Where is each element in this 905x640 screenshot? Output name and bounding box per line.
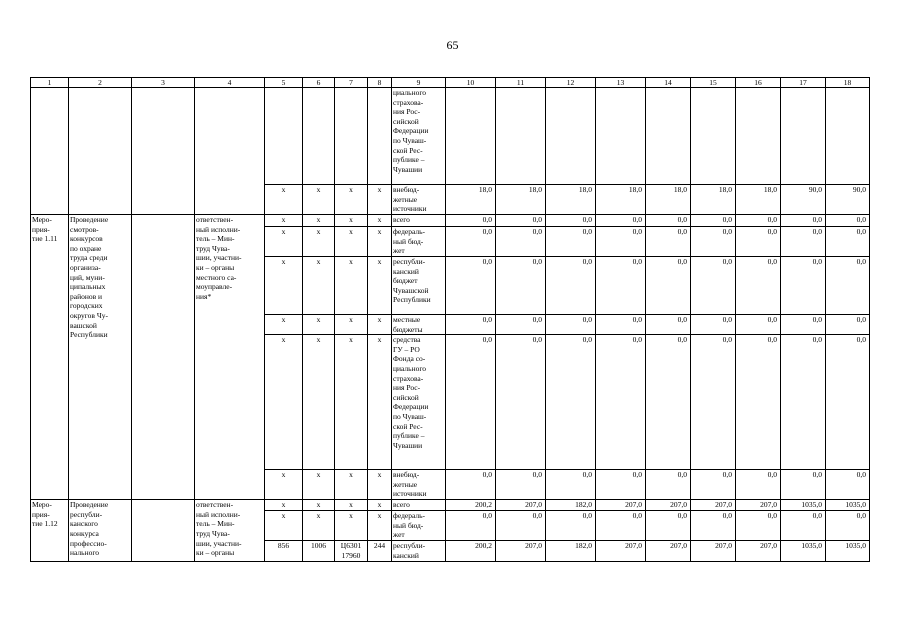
value-cell [691,88,736,185]
value-cell: 0,0 [446,315,496,335]
value-cell [546,88,596,185]
code-cell: x [368,227,392,257]
code-cell: x [265,335,303,470]
value-cell: 0,0 [781,315,826,335]
value-cell: 0,0 [736,315,781,335]
value-cell: 18,0 [496,185,546,215]
value-cell: 18,0 [546,185,596,215]
value-cell: 18,0 [736,185,781,215]
value-cell: 0,0 [826,335,870,470]
column-header: 12 [546,78,596,88]
column-header: 6 [303,78,335,88]
column-header: 8 [368,78,392,88]
value-cell: 0,0 [496,227,546,257]
value-cell: 0,0 [781,470,826,500]
value-cell: 0,0 [781,227,826,257]
value-cell: 207,0 [496,541,546,562]
code-cell: x [335,315,368,335]
responsible-cell [132,500,195,562]
code-cell: x [265,185,303,215]
value-cell: 0,0 [596,470,646,500]
value-cell: 200,2 [446,500,496,511]
value-cell: 0,0 [691,511,736,541]
value-cell: 207,0 [596,541,646,562]
code-cell: x [335,257,368,315]
measure-cell [31,88,69,215]
code-cell: 1006 [303,541,335,562]
code-cell: x [303,215,335,227]
value-cell: 18,0 [596,185,646,215]
code-cell: x [303,185,335,215]
code-cell: x [303,227,335,257]
column-header: 4 [195,78,265,88]
value-cell: 0,0 [691,215,736,227]
value-cell: 0,0 [736,227,781,257]
value-cell: 200,2 [446,541,496,562]
code-cell [368,88,392,185]
funding-source-cell: республи- канский [392,541,446,562]
code-cell: Ц6301 17960 [335,541,368,562]
code-cell: x [265,315,303,335]
value-cell [446,88,496,185]
value-cell: 0,0 [781,257,826,315]
code-cell: x [335,470,368,500]
responsible-cell [132,215,195,500]
column-header: 17 [781,78,826,88]
value-cell: 1035,0 [826,500,870,511]
value-cell: 182,0 [546,541,596,562]
column-header: 5 [265,78,303,88]
value-cell: 207,0 [736,541,781,562]
value-cell: 0,0 [446,227,496,257]
value-cell [496,88,546,185]
executor-cell [195,88,265,215]
value-cell [646,88,691,185]
code-cell [265,88,303,185]
value-cell: 1035,0 [781,541,826,562]
value-cell: 0,0 [691,227,736,257]
value-cell: 182,0 [546,500,596,511]
funding-source-cell: федераль- ный бюд- жет [392,511,446,541]
code-cell: x [303,335,335,470]
code-cell: x [335,215,368,227]
code-cell: x [368,315,392,335]
code-cell: x [368,470,392,500]
table-row [31,500,870,511]
value-cell: 0,0 [691,335,736,470]
value-cell: 0,0 [646,315,691,335]
value-cell [596,88,646,185]
value-cell: 0,0 [646,470,691,500]
column-header: 16 [736,78,781,88]
table-row [31,88,870,185]
measure-name-cell [69,88,132,215]
value-cell: 207,0 [736,500,781,511]
code-cell: 856 [265,541,303,562]
value-cell: 0,0 [736,215,781,227]
measure-name-cell: Проведение смотров- конкурсов по охране труда среди организа- ций, муни- ципальных районов и городских округов Чу- вашской Республики [69,215,132,500]
value-cell: 0,0 [596,335,646,470]
value-cell: 0,0 [646,335,691,470]
code-cell: x [335,227,368,257]
column-header: 3 [132,78,195,88]
value-cell: 0,0 [691,315,736,335]
value-cell: 0,0 [691,470,736,500]
code-cell: x [335,511,368,541]
funding-source-cell: республи- канский бюджет Чувашской Республики [392,257,446,315]
value-cell: 0,0 [496,315,546,335]
value-cell: 0,0 [646,511,691,541]
value-cell: 18,0 [446,185,496,215]
column-header: 11 [496,78,546,88]
measure-cell: Меро- прия- тие 1.12 [31,500,69,562]
code-cell [335,88,368,185]
value-cell [826,88,870,185]
code-cell: x [265,257,303,315]
value-cell: 0,0 [781,511,826,541]
column-header: 9 [392,78,446,88]
value-cell: 0,0 [646,257,691,315]
value-cell: 0,0 [546,335,596,470]
value-cell: 0,0 [826,257,870,315]
code-cell: x [368,185,392,215]
value-cell: 207,0 [646,541,691,562]
executor-cell: ответствен- ный исполни- тель – Мин- труд Чува- шии, участни- ки – органы местного са- моуправле- ния* [195,215,265,500]
code-cell: x [368,511,392,541]
code-cell: x [368,257,392,315]
value-cell: 0,0 [736,257,781,315]
value-cell [781,88,826,185]
value-cell: 0,0 [496,257,546,315]
code-cell: x [265,215,303,227]
value-cell: 0,0 [546,315,596,335]
value-cell: 207,0 [496,500,546,511]
code-cell: x [303,470,335,500]
value-cell: 0,0 [736,470,781,500]
value-cell: 0,0 [596,215,646,227]
value-cell: 207,0 [691,500,736,511]
funding-source-cell: федераль- ный бюд- жет [392,227,446,257]
value-cell: 0,0 [736,511,781,541]
code-cell: x [335,335,368,470]
value-cell: 0,0 [596,257,646,315]
value-cell: 1035,0 [826,541,870,562]
funding-source-cell: внебюд- жетные источники [392,470,446,500]
funding-source-cell: средства ГУ – РО Фонда со- циального страхова- ния Рос- сийской Федерации по Чуваш- ской Рес- публике – Чувашии [392,335,446,470]
value-cell: 0,0 [596,227,646,257]
value-cell: 0,0 [826,215,870,227]
value-cell: 0,0 [446,215,496,227]
funding-source-cell: циального страхова- ния Рос- сийской Федерации по Чуваш- ской Рес- публике – Чувашии [392,88,446,185]
code-cell: x [265,470,303,500]
value-cell: 18,0 [691,185,736,215]
value-cell: 0,0 [446,511,496,541]
value-cell: 0,0 [446,335,496,470]
table-row [31,215,870,227]
budget-table [30,77,870,562]
value-cell: 1035,0 [781,500,826,511]
value-cell: 0,0 [596,315,646,335]
value-cell: 0,0 [826,227,870,257]
code-cell: x [303,315,335,335]
code-cell: x [303,511,335,541]
code-cell: x [265,227,303,257]
header-row [31,78,870,88]
value-cell: 0,0 [826,470,870,500]
value-cell: 0,0 [596,511,646,541]
value-cell: 0,0 [546,227,596,257]
executor-cell: ответствен- ный исполни- тель – Мин- труд Чува- шии, участни- ки – органы [195,500,265,562]
measure-cell: Меро- прия- тие 1.11 [31,215,69,500]
code-cell: x [335,185,368,215]
value-cell: 0,0 [781,215,826,227]
code-cell: x [368,215,392,227]
value-cell: 90,0 [781,185,826,215]
funding-source-cell: всего [392,215,446,227]
code-cell [303,88,335,185]
code-cell: x [368,500,392,511]
value-cell: 0,0 [781,335,826,470]
code-cell: x [303,500,335,511]
column-header: 1 [31,78,69,88]
code-cell: x [368,335,392,470]
funding-source-cell: внебюд- жетные источники [392,185,446,215]
value-cell: 18,0 [646,185,691,215]
value-cell: 0,0 [826,511,870,541]
funding-source-cell: всего [392,500,446,511]
page-number: 65 [446,38,459,52]
column-header: 15 [691,78,736,88]
value-cell: 207,0 [691,541,736,562]
value-cell: 0,0 [446,257,496,315]
value-cell: 0,0 [496,511,546,541]
code-cell: x [265,511,303,541]
funding-source-cell: местные бюджеты [392,315,446,335]
column-header: 14 [646,78,691,88]
value-cell: 0,0 [691,257,736,315]
value-cell: 0,0 [546,470,596,500]
column-header: 13 [596,78,646,88]
value-cell: 207,0 [646,500,691,511]
value-cell: 0,0 [646,227,691,257]
value-cell: 0,0 [646,215,691,227]
value-cell: 0,0 [546,257,596,315]
value-cell: 90,0 [826,185,870,215]
column-header: 2 [69,78,132,88]
value-cell: 0,0 [496,470,546,500]
code-cell: x [335,500,368,511]
value-cell: 207,0 [596,500,646,511]
column-header: 18 [826,78,870,88]
column-header: 7 [335,78,368,88]
measure-name-cell: Проведение республи- канского конкурса профессио- нального [69,500,132,562]
value-cell: 0,0 [736,335,781,470]
value-cell: 0,0 [446,470,496,500]
value-cell: 0,0 [496,215,546,227]
column-header: 10 [446,78,496,88]
value-cell: 0,0 [826,315,870,335]
code-cell: 244 [368,541,392,562]
value-cell: 0,0 [546,215,596,227]
code-cell: x [303,257,335,315]
value-cell: 0,0 [546,511,596,541]
responsible-cell [132,88,195,215]
value-cell [736,88,781,185]
code-cell: x [265,500,303,511]
value-cell: 0,0 [496,335,546,470]
